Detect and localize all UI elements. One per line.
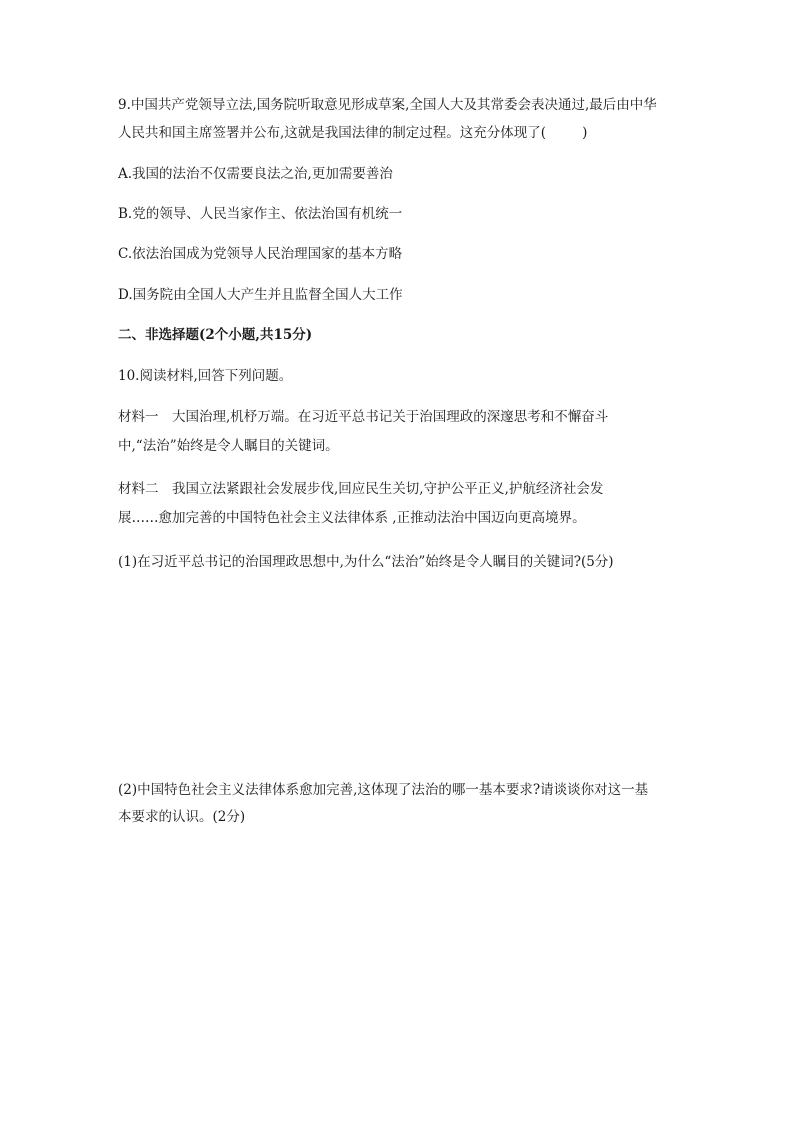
q10-material-2-line-1: 材料二 我国立法紧跟社会发展步伐,回应民生关切,守护公平正义,护航经济社会发	[118, 481, 604, 497]
q9-option-c: C.依法治国成为党领导人民治理国家的基本方略	[118, 246, 403, 262]
q9-stem-close: )	[582, 125, 588, 141]
q10-sub-question-2-line-2: 本要求的认识。(2分)	[118, 809, 246, 825]
q10-sub-question-2-line-1: (2)中国特色社会主义法律体系愈加完善,这体现了法治的哪一基本要求?请谈谈你对这一基	[118, 782, 649, 798]
q9-option-a: A.我国的法治不仅需要良法之治,更加需要善治	[118, 166, 393, 182]
q10-intro: 10.阅读材料,回答下列问题。	[118, 368, 293, 384]
section-2-heading: 二、非选择题(2个小题,共15分)	[118, 327, 313, 343]
q9-stem-text: 人民共和国主席签署并公布,这就是我国法律的制定过程。这充分体现了(	[118, 125, 547, 141]
q9-stem-line-2	[118, 124, 587, 142]
q10-sub-question-1: (1)在习近平总书记的治国理政思想中,为什么“法治”始终是令人瞩目的关键词?(5分)	[118, 554, 614, 570]
q10-material-2-line-2: 展……愈加完善的中国特色社会主义法律体系 ,正推动法治中国迈向更高境界。	[118, 510, 586, 526]
q9-stem-line-1: 9.中国共产党领导立法,国务院听取意见形成草案,全国人大及其常委会表决通过,最后由中华	[118, 97, 657, 113]
q9-option-b: B.党的领导、人民当家作主、依法治国有机统一	[118, 206, 403, 222]
q10-material-1-line-1: 材料一 大国治理,机杼万端。在习近平总书记关于治国理政的深邃思考和不懈奋斗	[118, 409, 609, 425]
q9-option-d: D.国务院由全国人大产生并且监督全国人大工作	[118, 287, 403, 303]
q10-material-1-line-2: 中,“法治”始终是令人瞩目的关键词。	[118, 438, 339, 454]
